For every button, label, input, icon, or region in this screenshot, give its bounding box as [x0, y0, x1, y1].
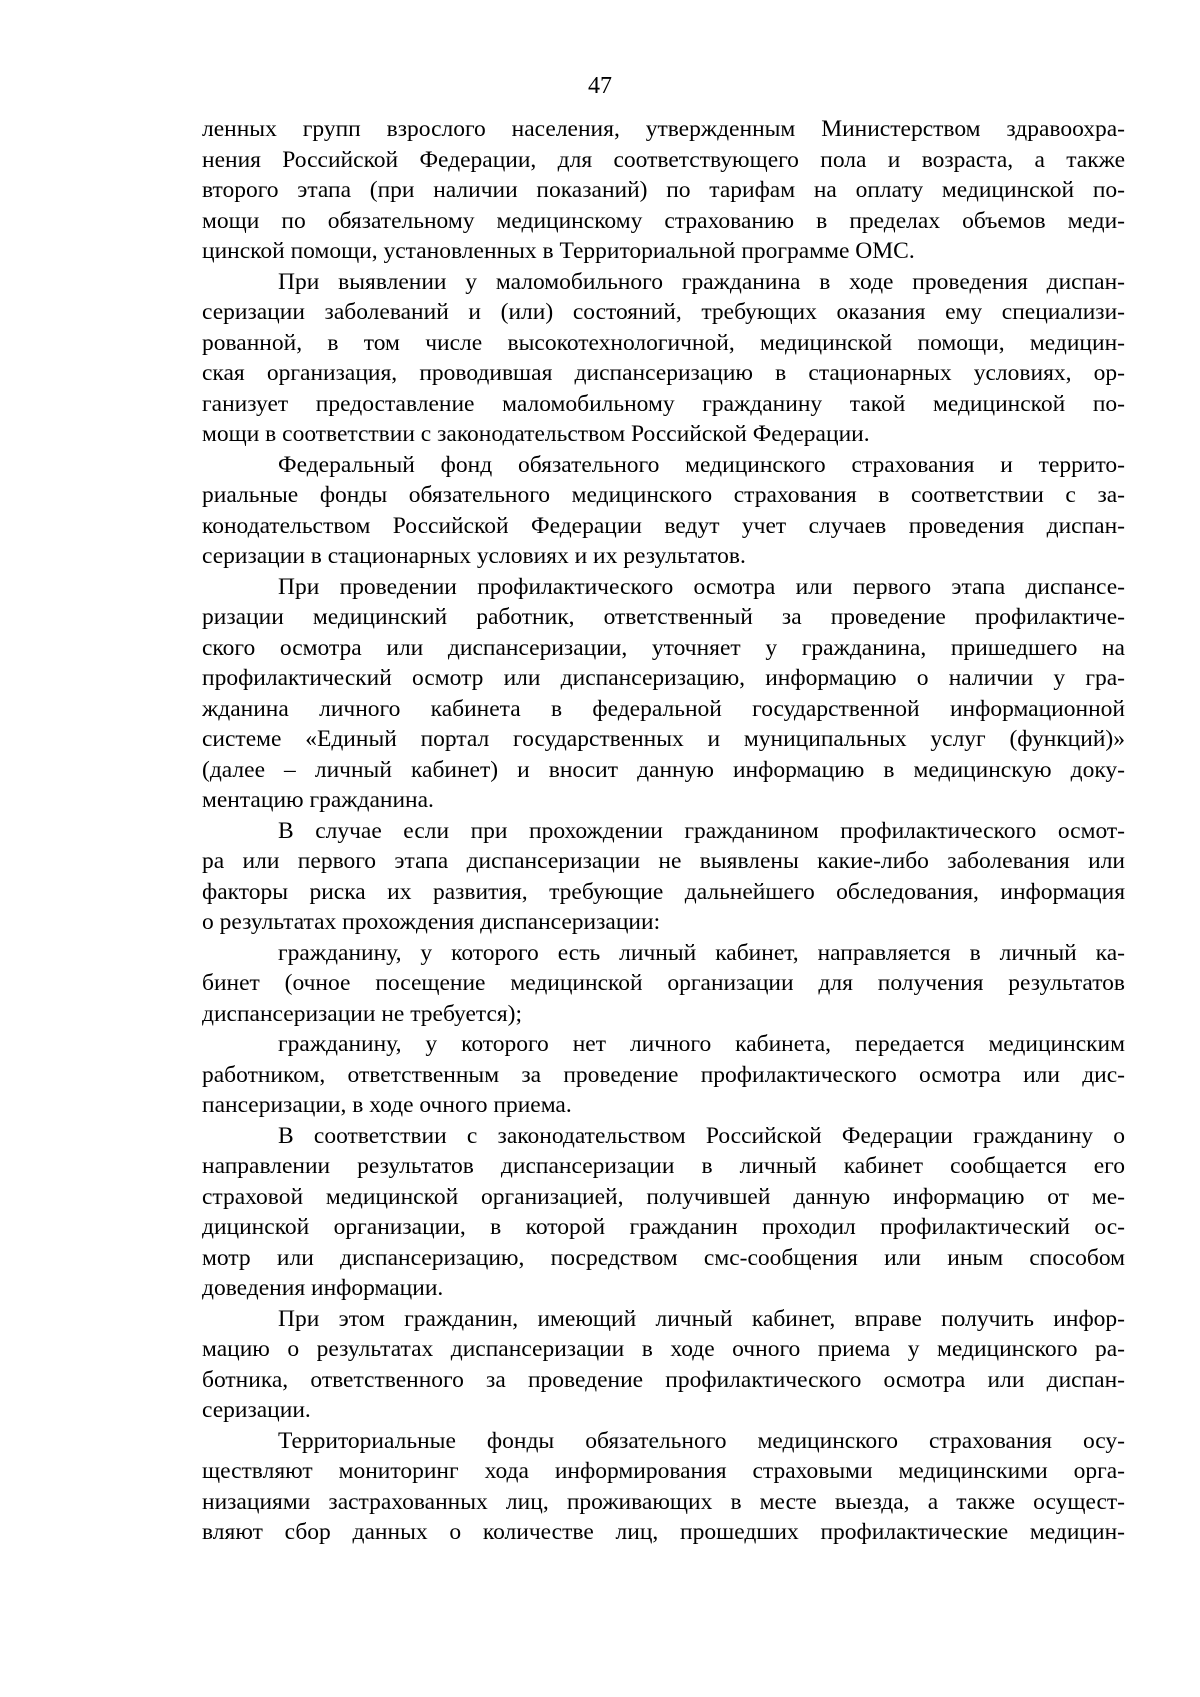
paragraph-line: диспансеризации не требуется); [202, 1000, 523, 1027]
paragraph-line: цинской помощи, установленных в Территориальной программе ОМС. [202, 238, 915, 264]
paragraph-line: факторы риска их развития, требующие дальнейшего обследования, информация [202, 878, 1125, 905]
paragraph [202, 938, 1125, 1030]
paragraph-line: серизации в стационарных условиях и их результатов. [202, 543, 746, 569]
paragraph-line: Федеральный фонд обязательного медицинского страхования и террито- [278, 451, 1125, 478]
paragraph-line: (далее – личный кабинет) и вносит данную информацию в медицинскую доку- [202, 756, 1125, 783]
paragraph-line: бинет (очное посещение медицинской организации для получения результатов [202, 970, 1125, 996]
paragraph-line: гражданину, у которого нет личного кабинета, передается медицинским [278, 1031, 1125, 1057]
paragraph-line: ществляют мониторинг хода информирования страховыми медицинскими орга- [202, 1458, 1125, 1484]
paragraph-line: дицинской организации, в которой гражданин проходил профилактический ос- [202, 1214, 1125, 1240]
paragraph-line: При проведении профилактического осмотра или первого этапа диспансе- [278, 573, 1125, 600]
paragraph-line: При выявлении у маломобильного гражданина в ходе проведения диспан- [278, 268, 1125, 295]
paragraph-line: серизации заболеваний и (или) состояний, требующих оказания ему специализи- [202, 299, 1125, 325]
paragraph-line: При этом гражданин, имеющий личный кабинет, вправе получить инфор- [278, 1305, 1125, 1332]
paragraph [202, 1426, 1125, 1548]
paragraph-line: о результатах прохождения диспансеризации: [202, 909, 661, 935]
paragraph-line: жданина личного кабинета в федеральной государственной информационной [202, 695, 1125, 722]
paragraph [202, 1121, 1125, 1304]
paragraph-line: доведения информации. [202, 1275, 444, 1301]
paragraph-line: В соответствии с законодательством Российской Федерации гражданину о [278, 1122, 1125, 1149]
paragraph [202, 816, 1125, 938]
paragraph [202, 450, 1125, 572]
paragraph-line: пансеризации, в ходе очного приема. [202, 1092, 572, 1118]
paragraph-line: низациями застрахованных лиц, проживающих в месте выезда, а также осущест- [202, 1488, 1125, 1515]
paragraph-line: ботника, ответственного за проведение профилактического осмотра или диспан- [202, 1366, 1125, 1393]
page-number: 47 [588, 73, 612, 99]
paragraph-line: ганизует предоставление маломобильному гражданину такой медицинской по- [202, 390, 1125, 417]
document-body [202, 114, 1125, 1548]
paragraph-line: направлении результатов диспансеризации в личный кабинет сообщается его [202, 1153, 1125, 1179]
paragraph-line: второго этапа (при наличии показаний) по тарифам на оплату медицинской по- [202, 177, 1125, 203]
paragraph-line: ская организация, проводившая диспансеризацию в стационарных условиях, ор- [202, 360, 1125, 386]
paragraph-line: вляют сбор данных о количестве лиц, прошедших профилактические медицин- [202, 1519, 1125, 1545]
paragraph [202, 267, 1125, 450]
paragraph-line: Территориальные фонды обязательного медицинского страхования осу- [278, 1427, 1125, 1454]
paragraph-line: страховой медицинской организацией, получившей данную информацию от ме- [202, 1183, 1125, 1210]
paragraph-line: риальные фонды обязательного медицинского страхования в соответствии с за- [202, 482, 1125, 508]
paragraph [202, 114, 1125, 267]
paragraph [202, 572, 1125, 816]
paragraph [202, 1029, 1125, 1121]
paragraph-line: нения Российской Федерации, для соответствующего пола и возраста, а также [202, 146, 1125, 173]
paragraph-line: работником, ответственным за проведение профилактического осмотра или дис- [202, 1061, 1125, 1088]
paragraph-line: мацию о результатах диспансеризации в ходе очного приема у медицинского ра- [202, 1336, 1125, 1362]
paragraph-line: профилактический осмотр или диспансеризацию, информацию о наличии у гра- [202, 665, 1125, 691]
paragraph-line: рованной, в том числе высокотехнологичной, медицинской помощи, медицин- [202, 329, 1125, 356]
paragraph-line: ментацию гражданина. [202, 787, 434, 813]
paragraph-line: серизации. [202, 1397, 311, 1423]
paragraph-line: системе «Единый портал государственных и муниципальных услуг (функций)» [202, 726, 1125, 752]
paragraph-line: мощи в соответствии с законодательством Российской Федерации. [202, 421, 870, 447]
paragraph-line: ленных групп взрослого населения, утвержденным Министерством здравоохра- [202, 116, 1125, 142]
paragraph [202, 1304, 1125, 1426]
paragraph-line: мощи по обязательному медицинскому страхованию в пределах объемов меди- [202, 207, 1125, 234]
paragraph-line: конодательством Российской Федерации ведут учет случаев проведения диспан- [202, 512, 1125, 539]
paragraph-line: ризации медицинский работник, ответственный за проведение профилактиче- [202, 604, 1125, 630]
paragraph-line: мотр или диспансеризацию, посредством смс-сообщения или иным способом [202, 1244, 1125, 1271]
paragraph-line: гражданину, у которого есть личный кабинет, направляется в личный ка- [278, 939, 1125, 966]
paragraph-line: В случае если при прохождении гражданином профилактического осмот- [278, 817, 1125, 844]
paragraph-line: ра или первого этапа диспансеризации не выявлены какие-либо заболевания или [202, 848, 1125, 874]
paragraph-line: ского осмотра или диспансеризации, уточняет у гражданина, пришедшего на [202, 634, 1125, 661]
